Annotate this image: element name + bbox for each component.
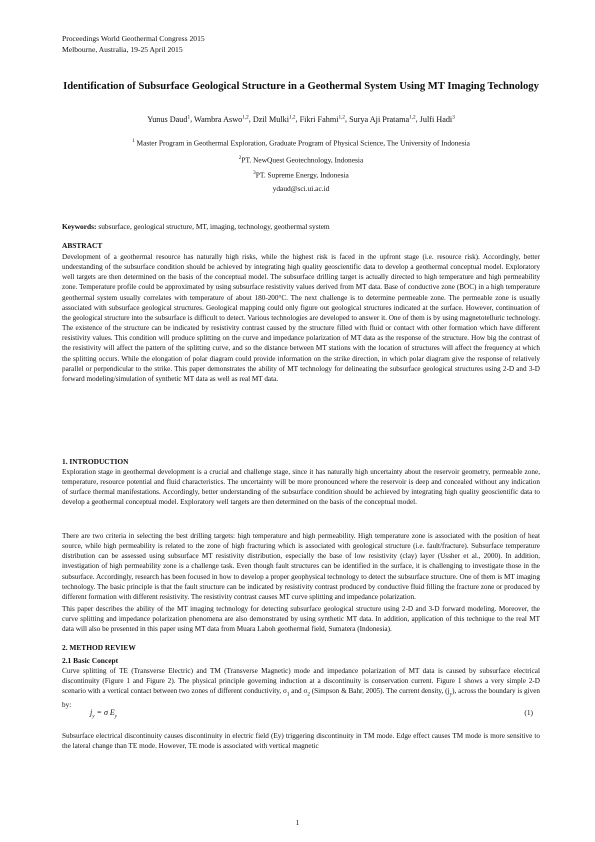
equation-1: $j_y = \sigma$ $E_y$ bbox=[90, 708, 118, 720]
author: Julfi Hadi$^3$ bbox=[419, 114, 455, 124]
after-equation-paragraph: Subsurface electrical discontinuity causes discontinuity in electric field (Ey) triggering discontinuity in TM mode. Edge effect causes TM mode is more sensitive to the lateral change than TE mode. However, TE mode is associated with vertical magnetic bbox=[62, 732, 540, 751]
abstract-text: Development of a geothermal resource has naturally high risks, while the highest risk is faced in the upfront stage (i.e. resource risk). Accordingly, better understanding of the subsurface condition should be achieved by integrating high quality geoscientific data to develop a geothermal conceptual model. Exploratory well targets are then determined on the basis of the conceptual model. The subsurface drilling target is actually directed to high temperature and high permeability zone. Temperature profile could be approximated by using subsurface resistivity values derived from MT data. Base of conductive zone (BOC) in a high temperature geothermal system usually correlates with temperature of about 180-200°C. The next challenge is to determine permeable zone. The permeable zone is usually associated with subsurface geological structures. Geological mapping could only figure out geological structures indicated at the surface. However, continuation of the geological structure into the subsurface is difficult to detect. Various technologies are developed to answer it. One of them is by using magnetotelluric technology. The existence of the structure can be indicated by resistivity contrast caused by the structure filled with fluid or contact with other formation which have different resistivity values. This condition will produce splitting on the curve and impedance polarization of MT data as the response of the structure. How big the contrast of the resistivity will affect the pattern of the splitting curve, and so the distance between MT stations with the location of structures will affect the frequency at which the splitting occurs. While the elongation of polar diagram could provide information on the strike direction, in which polar diagram give the response of relatively parallel or perpendicular to the strike. This paper demonstrates the ability of MT technology for delineating the subsurface geological structures using 2-D and 3-D forward modeling/simulation of synthetic MT data as well as real MT data. bbox=[62, 253, 540, 383]
introduction-paragraph-1: Exploration stage in geothermal development is a crucial and challenge stage, since it has naturally high uncertainty about the reservoir geometry, permeable zone, temperature, resource potential and fluid characteristics. The uncertainty will be more pronounced where the reservoir is deep and concealed without any indication of surface thermal manifestations. Accordingly, better understanding of the subsurface condition should be achieved by integrating high quality geoscientific data to develop a geothermal conceptual model. Exploratory well targets are then determined on the basis of the conceptual model. bbox=[62, 468, 540, 507]
paper-title: Identification of Subsurface Geological Structure in a Geothermal System Using MT Imaging Technology bbox=[63, 81, 539, 92]
introduction-paragraph-2: There are two criteria in selecting the best drilling targets: high temperature and high permeability. High temperature zone is associated with the position of heat source, while high permeability is related to the zone of high fracturing which is associated with geological structure (i.e. fault/fracture). Subsurface temperature distribution can be assessed using subsurface MT resistivity distribution, especially the base of low resistivity (clay) layer (Ussher et al., 2000). In addition, investigation of high permeability zone is a challenge task. Even though fault structures can be identified in the surface, it is challenging to investigate those in the subsurface. Accordingly, research has been focused in how to develop a proper geophysical technology to detect the subsurface structure. One of them is MT imaging technology. The basic principle is that the fault structure can be indicated by resistivity contrast produced by conductive fluid filling the fracture zone or produced by different formation with different resistivity. The resistivity contrast causes MT curve splitting and impedance polarization. bbox=[62, 532, 540, 601]
basic-concept-heading: 2.1 Basic Concept bbox=[62, 656, 119, 665]
proceedings-header bbox=[62, 34, 205, 55]
basic-concept-paragraph: Curve splitting of TE (Transverse Electric) and TM (Transverse Magnetic) mode and impedance polarization of MT data is caused by subsurface electrical discontinuity (Figure 1 and Figure 2). The physical principle governing induction at a discontinuity is conservation current. Figure 1 shows a very simple 2-D scenario with a vertical contact between two zones of different conductivity, $\sigma_1$ and $\sigma_2$ (Simpson & Bahr, 2005). The current density, $(j_y)$, across the boundary is given by: bbox=[62, 667, 540, 709]
keywords: Keywords: subsurface, geological structure, MT, imaging, technology, geothermal system bbox=[62, 222, 330, 231]
author-email: ydaud@sci.ui.ac.id bbox=[272, 184, 330, 193]
equation-number: (1) bbox=[524, 708, 533, 717]
page-number: 1 bbox=[295, 818, 300, 827]
affiliation-1: $^1$ Master Program in Geothermal Exploration, Graduate Program of Physical Science, The University of Indonesia bbox=[132, 138, 470, 148]
author: Surya Aji Pratama$^{1,2}$ bbox=[349, 114, 416, 124]
affiliation-3: $^3$PT. Supreme Energy, Indonesia bbox=[253, 170, 349, 180]
author: Dzil Mulki$^{1,2}$ bbox=[252, 114, 296, 124]
header-line-1: Proceedings World Geothermal Congress 2015 bbox=[62, 34, 205, 43]
header-line-2: Melbourne, Australia, 19-25 April 2015 bbox=[62, 44, 183, 54]
author: Yunus Daud$^1$ bbox=[147, 114, 191, 124]
affiliation-2: $^2$PT. NewQuest Geotechnology, Indonesia bbox=[238, 155, 364, 165]
introduction-paragraph-3: This paper describes the ability of the MT imaging technology for detecting subsurface geological structure using 2-D and 3-D forward modeling. Moreover, the curve splitting and impedance polarization phenomena are also demonstrated by using synthetic MT data. In addition, application of this technique to the real MT data will also be presented in this paper using MT data from Muara Laboh geothermal field, Sumatera (Indonesia). bbox=[62, 605, 540, 634]
method-heading: 2. METHOD REVIEW bbox=[62, 643, 136, 652]
abstract-heading: ABSTRACT bbox=[62, 241, 103, 250]
author: Wambra Aswo$^{1,2}$ bbox=[194, 114, 249, 124]
introduction-heading: 1. INTRODUCTION bbox=[62, 457, 129, 466]
author-list: Yunus Daud$^1$, Wambra Aswo$^{1,2}$, Dzil Mulki$^{1,2}$, Fikri Fahmi$^{1,2}$, Surya Aji Pratama$^{1,2}$, Julfi Hadi$^3$ bbox=[147, 114, 455, 124]
author: Fikri Fahmi$^{1,2}$ bbox=[299, 114, 345, 124]
